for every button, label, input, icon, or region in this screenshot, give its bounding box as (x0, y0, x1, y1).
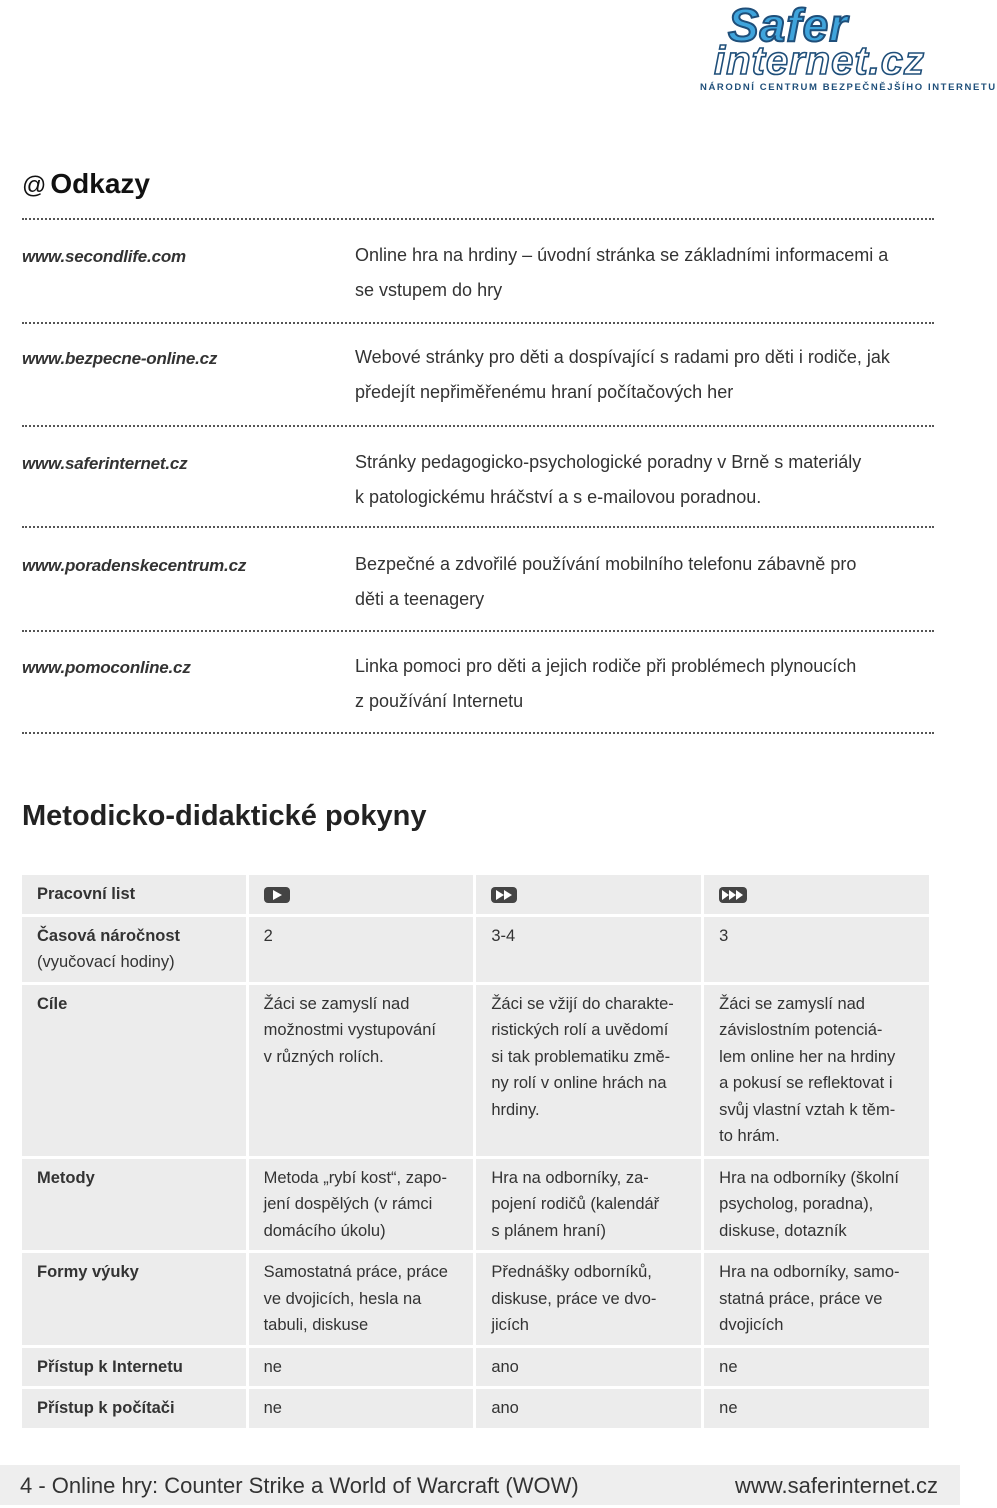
cell-line: možnostmi vystupování (263, 1021, 436, 1039)
table-cell (476, 1159, 701, 1251)
table-cell (704, 1253, 929, 1345)
link-description (355, 445, 940, 515)
cell-line: Samostatná práce, práce (263, 1263, 448, 1281)
cell-line: Žáci se zamyslí nad (719, 994, 865, 1013)
cell-line: diskuse, dotazník (719, 1221, 847, 1240)
row-label: Formy výuky (22, 1253, 246, 1345)
logo-word-safer: Safer (728, 0, 849, 51)
table-cell (476, 985, 701, 1156)
page-footer (0, 1465, 960, 1505)
table-cell (704, 1159, 929, 1251)
table-cell: ano (476, 1389, 701, 1428)
row-label (22, 917, 246, 982)
link-description (355, 649, 940, 719)
link-description (355, 238, 940, 308)
single-arrow-icon (264, 887, 290, 903)
link-description-line: Bezpečné a zdvořilé používání mobilního telefonu zábavně pro (355, 554, 857, 574)
cell-line: závislostním potenciá- (719, 1021, 883, 1039)
table-row (22, 1389, 929, 1428)
link-description-line: Online hra na hrdiny – úvodní stránka se základními informacemi a (355, 245, 889, 265)
cell-line: Přednášky odborníků, (491, 1263, 652, 1281)
cell-line: psycholog, poradna), (719, 1195, 874, 1213)
header-label: Pracovní list (22, 875, 246, 914)
at-icon: @ (22, 172, 47, 199)
table-row (22, 1253, 929, 1345)
link-url[interactable]: www.poradenskecentrum.cz (22, 556, 247, 575)
divider (22, 526, 934, 528)
row-label: Cíle (22, 985, 246, 1156)
cell-line: ny rolí v online hrách na (491, 1074, 667, 1092)
cell-line: svůj vlastní vztah k těm- (719, 1100, 896, 1119)
triple-arrow-icon (719, 887, 747, 903)
cell-line: lem online her na hrdiny (719, 1047, 896, 1066)
cell-line: dvojicích (719, 1316, 784, 1334)
footer-page-title: 4 - Online hry: Counter Strike a World of Warcraft (WOW) (20, 1473, 579, 1498)
link-description-line: předejít nepřiměřenému hraní počítačových her (355, 382, 734, 402)
table-cell: 2 (249, 917, 474, 982)
link-description (355, 547, 940, 617)
cell-line: Hra na odborníky (školní (719, 1168, 899, 1187)
cell-line: diskuse, práce ve dvo- (491, 1289, 657, 1308)
cell-line: to hrám. (719, 1127, 780, 1145)
cell-line: jicích (491, 1316, 529, 1334)
cell-line: statná práce, práce ve (719, 1289, 883, 1308)
table-row (22, 1348, 929, 1387)
cell-line: domácího úkolu) (263, 1221, 386, 1240)
divider (22, 322, 934, 324)
methodology-heading: Metodicko-didaktické pokyny (22, 800, 427, 832)
double-arrow-icon (491, 887, 517, 903)
table-cell (476, 1253, 701, 1345)
cell-line: Žáci se zamyslí nad (263, 994, 410, 1013)
table-cell (249, 985, 474, 1156)
cell-line: a pokusí se reflektovat i (719, 1074, 893, 1092)
link-url[interactable]: www.pomoconline.cz (22, 658, 191, 677)
row-label: Přístup k počítači (22, 1389, 246, 1428)
table-cell: ne (704, 1389, 929, 1428)
table-cell: 3 (704, 917, 929, 982)
row-sublabel: (vyučovací hodiny) (37, 953, 175, 971)
link-description-line: Linka pomoci pro děti a jejich rodiče při problémech plynoucích (355, 656, 857, 676)
cell-line: Hra na odborníky, za- (491, 1168, 649, 1187)
logo-tagline: NÁRODNÍ CENTRUM BEZPEČNĚJŠÍHO INTERNETU (700, 82, 997, 93)
table-cell (704, 985, 929, 1156)
methodology-table (19, 872, 932, 1431)
table-row (22, 985, 929, 1156)
row-label-text: Časová náročnost (37, 926, 181, 945)
level-3-header (704, 875, 929, 914)
row-label: Metody (22, 1159, 246, 1251)
cell-line: hrdiny. (491, 1100, 540, 1119)
table-cell: ne (704, 1348, 929, 1387)
cell-line: tabuli, diskuse (263, 1316, 369, 1334)
cell-line: pojení rodičů (kalendář (491, 1195, 660, 1213)
cell-line: s plánem hraní) (491, 1221, 606, 1240)
link-url[interactable]: www.bezpecne-online.cz (22, 349, 218, 368)
divider (22, 732, 934, 734)
link-description-line: k patologickému hráčství a s e-mailovou poradnou. (355, 487, 762, 507)
table-cell (249, 1253, 474, 1345)
cell-line: Metoda „rybí kost“, zapo- (263, 1168, 447, 1187)
link-description-line: se vstupem do hry (355, 280, 503, 300)
footer-website[interactable]: www.saferinternet.cz (735, 1473, 938, 1498)
level-1-header (249, 875, 474, 914)
links-heading-text: Odkazy (50, 168, 150, 199)
table-cell: 3-4 (476, 917, 701, 982)
divider (22, 630, 934, 632)
table-cell (249, 1159, 474, 1251)
table-cell: ano (476, 1348, 701, 1387)
link-url[interactable]: www.secondlife.com (22, 247, 186, 266)
link-description-line: Stránky pedagogicko-psychologické poradny v Brně s materiály (355, 452, 862, 472)
table-cell: ne (249, 1348, 474, 1387)
logo-word-internet: internet.cz (714, 39, 926, 83)
links-heading (22, 168, 150, 200)
divider (22, 425, 934, 427)
table-cell: ne (249, 1389, 474, 1428)
level-2-header (476, 875, 701, 914)
cell-line: ve dvojicích, hesla na (263, 1289, 422, 1308)
cell-line: Žáci se vžijí do charakte- (491, 994, 674, 1013)
cell-line: jení dospělých (v rámci (263, 1195, 433, 1213)
link-url[interactable]: www.saferinternet.cz (22, 454, 188, 473)
link-description-line: z používání Internetu (355, 691, 524, 711)
cell-line: v různých rolích. (263, 1047, 384, 1066)
table-row (22, 875, 929, 914)
link-description-line: děti a teenagery (355, 589, 485, 609)
divider (22, 218, 934, 220)
cell-line: ristických rolí a uvědomí (491, 1021, 669, 1039)
cell-line: Hra na odborníky, samo- (719, 1263, 900, 1281)
table-row (22, 917, 929, 982)
saferinternet-logo (690, 0, 997, 100)
link-description (355, 340, 940, 410)
link-description-line: Webové stránky pro děti a dospívající s radami pro děti i rodiče, jak (355, 347, 890, 367)
cell-line: si tak problematiku změ- (491, 1047, 671, 1066)
table-row (22, 1159, 929, 1251)
row-label: Přístup k Internetu (22, 1348, 246, 1387)
